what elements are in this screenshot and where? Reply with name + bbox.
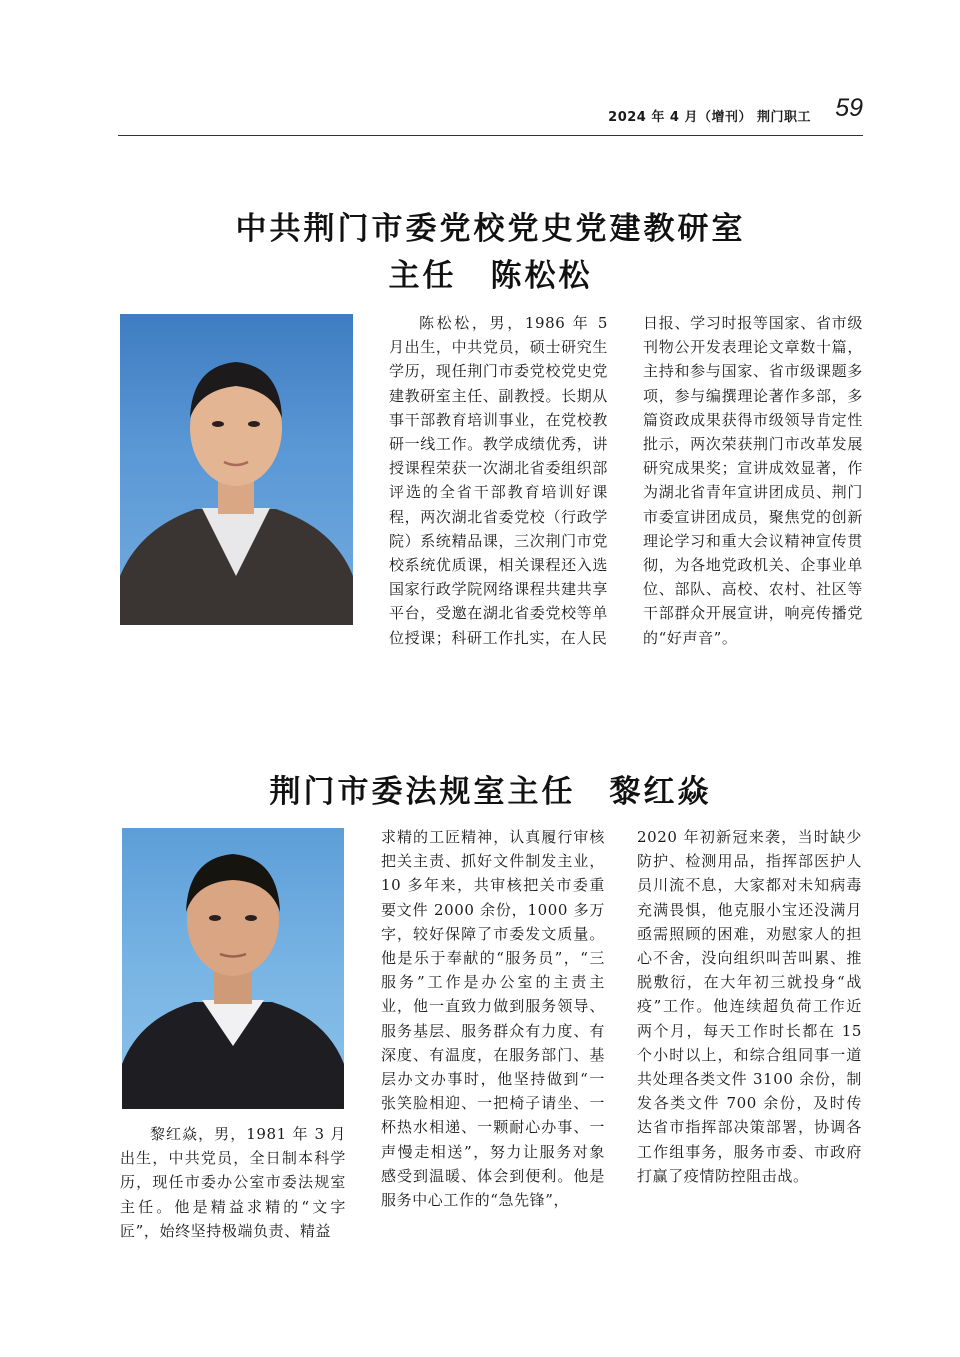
profile1-title-line2: 主任 陈松松: [388, 258, 593, 294]
issue-info: 2024 年 4 月（增刊） 荆门职工: [608, 110, 811, 125]
profile1-bio-column1: 陈松松，男，1986 年 5 月出生，中共党员，硕士研究生学历，现任荆门市委党校党史党建教研室主任、副教授。长期从事干部教育培训事业，在党校教研一线工作。教学成绩优秀，讲授课程荣获一次湖北省委组织部评选的全省干部教育培训好课程，两次湖北省委党校（行政学院）系统精品课，三次荆门市党校系统优质课，相关课程还入选国家行政学院网络课程共建共享平台，受邀在湖北省委党校等单位授课；科研工作扎实，在人民: [389, 314, 608, 647]
profile1-bio-column2: 日报、学习时报等国家、省市级刊物公开发表理论文章数十篇，主持和参与国家、省市级课题多项，参与编撰理论著作多部，多篇资政成果获得市级领导肯定性批示，两次荣获荆门市改革发展研究成果奖；宣讲成效显著，作为湖北省青年宣讲团成员、荆门市委宣讲团成员，聚焦党的创新理论学习和重大会议精神宣传贯彻，为各地党政机关、企事业单位、部队、高校、农村、社区等干部群众开展宣讲，响亮传播党的“好声音”。: [643, 314, 863, 647]
profile2-bio-column-right: 2020 年初新冠来袭，当时缺少防护、检测用品，指挥部医护人员川流不息，大家都对未知病毒充满畏惧，他克服小宝还没满月亟需照顾的困难，劝慰家人的担心不舍，没向组织叫苦叫累、推脱敷衍，在大年初三就投身“战疫”工作。他连续超负荷工作近两个月，每天工作时长都在 15 个小时以上，和综合组同事一道共处理各类文件 3100 余份，制发各类文件 700 余份，及时传达省市指挥部决策部署，协调各工作组事务，服务市委、市政府打赢了疫情防控阻击战。: [637, 828, 862, 1185]
profile1-title-line1: 中共荆门市委党校党史党建教研室: [235, 211, 746, 247]
page-number: 59: [835, 94, 863, 122]
page-header: [118, 92, 863, 132]
portrait-photo-li: [122, 828, 344, 1109]
portrait-photo-chen: [120, 314, 353, 625]
profile2-bio-column-left: 黎红焱，男，1981 年 3 月出生，中共党员，全日制本科学历，现任市委办公室市委法规室主任。他是精益求精的“文字匠”，始终坚持极端负责、精益: [120, 1125, 346, 1240]
header-rule: [118, 135, 863, 136]
profile2-title: 荆门市委法规室主任 黎红焱: [269, 774, 712, 810]
profile2-bio-column-middle: 求精的工匠精神，认真履行审核把关主责、抓好文件制发主业，10 多年来，共审核把关市委重要文件 2000 余份，1000 多万字，较好保障了市委发文质量。他是乐于奉献的“服务员”，“三服务”工作是办公室的主责主业，他一直致力做到服务领导、服务基层、服务群众有力度、有深度、有温度，在服务部门、基层办文办事时，他坚持做到“一张笑脸相迎、一把椅子请坐、一杯热水相递、一颗耐心办事、一声慢走相送”，努力让服务对象感受到温暖、体会到便利。他是服务中心工作的“急先锋”，: [381, 828, 605, 1210]
